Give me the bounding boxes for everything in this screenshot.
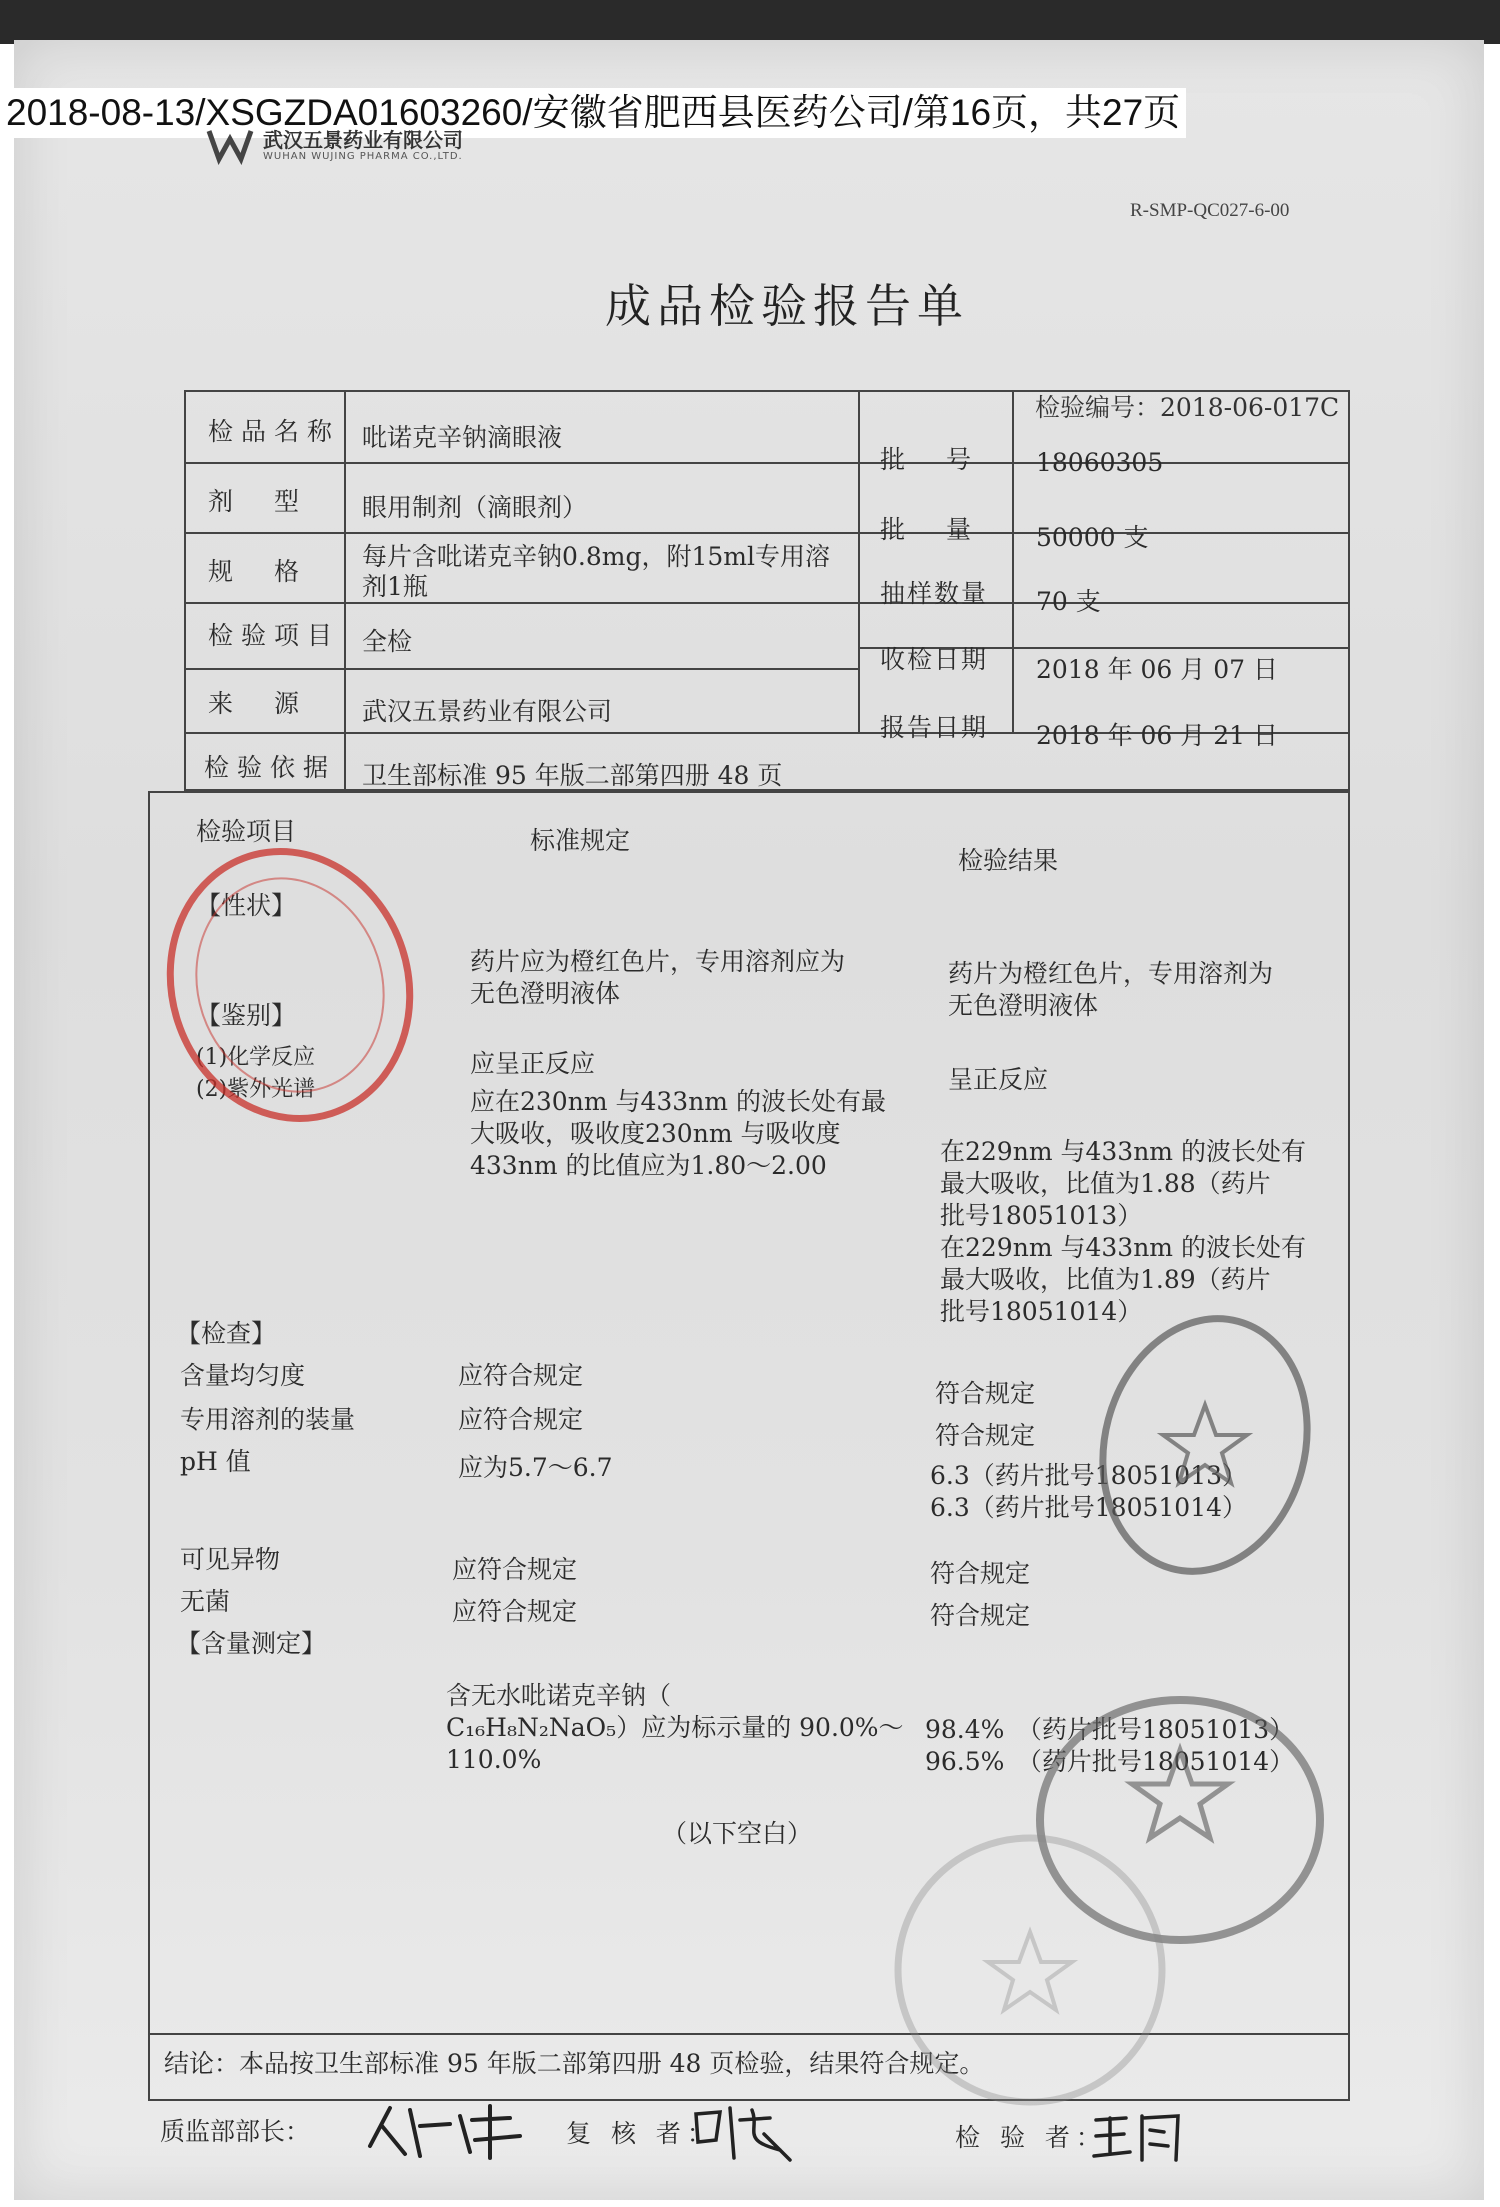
row-divider <box>186 602 1348 604</box>
batch-no-value: 18060305 <box>1036 448 1164 477</box>
document-ref-code: R-SMP-QC027-6-00 <box>1130 200 1290 221</box>
dosage-label: 剂 型 <box>208 487 308 516</box>
col-divider <box>858 392 860 732</box>
spec-value: 每片含吡诺克辛钠0.8mg，附15ml专用溶剂1瓶 <box>362 542 830 601</box>
identification-heading: 【鉴别】 <box>196 1001 297 1030</box>
basis-label: 检验依据 <box>204 753 337 782</box>
identification-result-2 <box>940 1136 1306 1328</box>
identification-result-line: 批号18051013） <box>940 1201 1143 1230</box>
source-label: 来 源 <box>208 689 308 718</box>
basis-value: 卫生部标准 95 年版二部第四册 48 页 <box>362 761 783 790</box>
red-seal-stamp <box>160 840 420 1130</box>
col-header-item: 检验项目 <box>196 817 297 846</box>
assay-standard-line: 110.0% <box>446 1745 542 1774</box>
identification-result-line: 批号18051014） <box>940 1297 1143 1326</box>
received-label: 收检日期 <box>880 645 989 674</box>
check-item: pH 值 <box>180 1447 251 1476</box>
check-item: 无菌 <box>180 1587 231 1616</box>
row-divider <box>186 532 1348 534</box>
check-heading: 【检查】 <box>176 1319 277 1348</box>
check-result: 6.3（药片批号18051014） <box>930 1493 1248 1522</box>
inspection-number: 检验编号：2018-06-017C <box>1035 393 1340 422</box>
col-header-result: 检验结果 <box>958 846 1059 875</box>
product-name-value: 吡诺克辛钠滴眼液 <box>362 423 563 452</box>
assay-result-line: 96.5% （药片批号18051014） <box>925 1747 1295 1776</box>
company-logo-sub: WUHAN WUJING PHARMA CO.,LTD. <box>263 150 463 162</box>
identification-standard-line: 433nm 的比值应为1.80～2.00 <box>470 1151 827 1180</box>
check-standard: 应符合规定 <box>458 1361 584 1390</box>
assay-result-line: 98.4% （药片批号18051013） <box>925 1715 1295 1744</box>
identification-standard-line: 大吸收，吸收度230nm 与吸收度 <box>470 1119 841 1148</box>
check-result: 符合规定 <box>930 1559 1031 1588</box>
appearance-result <box>948 958 1273 1022</box>
reviewer-signature <box>690 2100 800 2175</box>
check-item: 含量均匀度 <box>180 1361 306 1390</box>
assay-standard <box>446 1680 904 1776</box>
company-logo-icon <box>205 125 255 165</box>
row-divider <box>186 462 1348 464</box>
company-logo-name: 武汉五景药业有限公司 <box>263 127 463 152</box>
check-result: 6.3（药片批号18051013） <box>930 1461 1248 1490</box>
product-name-label: 检品名称 <box>208 417 341 446</box>
appearance-standard-line: 药片应为橙红色片，专用溶剂应为 <box>470 947 846 976</box>
scan-top-edge <box>0 0 1500 44</box>
assay-heading: 【含量测定】 <box>176 1629 327 1658</box>
signature-drawing <box>360 2096 540 2166</box>
col-header-standard: 标准规定 <box>530 826 631 855</box>
check-result: 符合规定 <box>935 1379 1036 1408</box>
qa-seal-stamp <box>1085 1305 1325 1605</box>
col-divider <box>344 392 346 789</box>
appearance-standard-line: 无色澄明液体 <box>470 979 621 1008</box>
batch-no-label: 批 号 <box>880 445 980 474</box>
assay-standard-line: 含无水吡诺克辛钠（ <box>446 1681 672 1710</box>
check-result: 符合规定 <box>935 1421 1036 1450</box>
source-value: 武汉五景药业有限公司 <box>362 697 613 726</box>
identification-standard-2 <box>470 1086 886 1182</box>
signature-drawing <box>690 2100 800 2164</box>
identification-item-2: (2)紫外光谱 <box>196 1077 316 1102</box>
spec-label: 规 格 <box>208 557 308 586</box>
inspector-label: 检 验 者： <box>955 2123 1107 2152</box>
identification-item-1: (1)化学反应 <box>196 1045 316 1070</box>
qc-head-label: 质监部部长： <box>160 2117 311 2146</box>
check-result: 符合规定 <box>930 1601 1031 1630</box>
reviewer-label: 复 核 者： <box>566 2119 718 2148</box>
identification-standard-1: 应呈正反应 <box>470 1049 596 1078</box>
received-value: 2018 年 06 月 07 日 <box>1036 655 1278 684</box>
appearance-standard <box>470 946 845 1010</box>
appearance-result-line: 药片为橙红色片，专用溶剂为 <box>948 959 1274 988</box>
qc-head-signature <box>360 2096 540 2177</box>
identification-standard-line: 应在230nm 与433nm 的波长处有最 <box>470 1087 886 1116</box>
batch-qty-value: 50000 支 <box>1036 523 1149 552</box>
check-standard: 应为5.7～6.7 <box>458 1453 613 1482</box>
check-standard: 应符合规定 <box>452 1555 578 1584</box>
report-label: 报告日期 <box>880 713 989 742</box>
batch-qty-label: 批 量 <box>880 515 980 544</box>
page-header-overlay: 2018-08-13/XSGZDA01603260/安徽省肥西县医药公司/第16页，共27页 <box>0 88 1186 138</box>
assay-standard-line: C₁₆H₈N₂NaO₅）应为标示量的 90.0%～ <box>446 1713 904 1742</box>
appearance-heading: 【性状】 <box>196 891 297 920</box>
identification-result-line: 在229nm 与433nm 的波长处有 <box>940 1233 1306 1262</box>
document-title: 成品检验报告单 <box>605 279 969 333</box>
identification-result-line: 在229nm 与433nm 的波长处有 <box>940 1137 1306 1166</box>
dosage-value: 眼用制剂（滴眼剂） <box>362 493 588 522</box>
identification-result-1: 呈正反应 <box>948 1065 1049 1094</box>
sample-label: 抽样数量 <box>880 579 989 608</box>
check-standard: 应符合规定 <box>452 1597 578 1626</box>
faded-seal-stamp <box>880 1820 1180 2120</box>
report-value: 2018 年 06 月 21 日 <box>1036 721 1278 750</box>
check-item: 专用溶剂的装量 <box>180 1405 356 1434</box>
check-item: 可见异物 <box>180 1545 281 1574</box>
item-label: 检验项目 <box>208 621 341 650</box>
company-logo <box>205 125 463 165</box>
item-value: 全检 <box>362 627 413 656</box>
identification-result-line: 最大吸收，比值为1.89（药片 <box>940 1265 1271 1294</box>
row-divider <box>186 668 858 670</box>
sample-value: 70 支 <box>1036 587 1101 616</box>
blank-note: （以下空白） <box>662 1819 813 1848</box>
conclusion-text: 结论：本品按卫生部标准 95 年版二部第四册 48 页检验，结果符合规定。 <box>164 2049 985 2078</box>
col-divider <box>1012 392 1014 732</box>
appearance-result-line: 无色澄明液体 <box>948 991 1099 1020</box>
check-standard: 应符合规定 <box>458 1405 584 1434</box>
identification-result-line: 最大吸收，比值为1.88（药片 <box>940 1169 1271 1198</box>
